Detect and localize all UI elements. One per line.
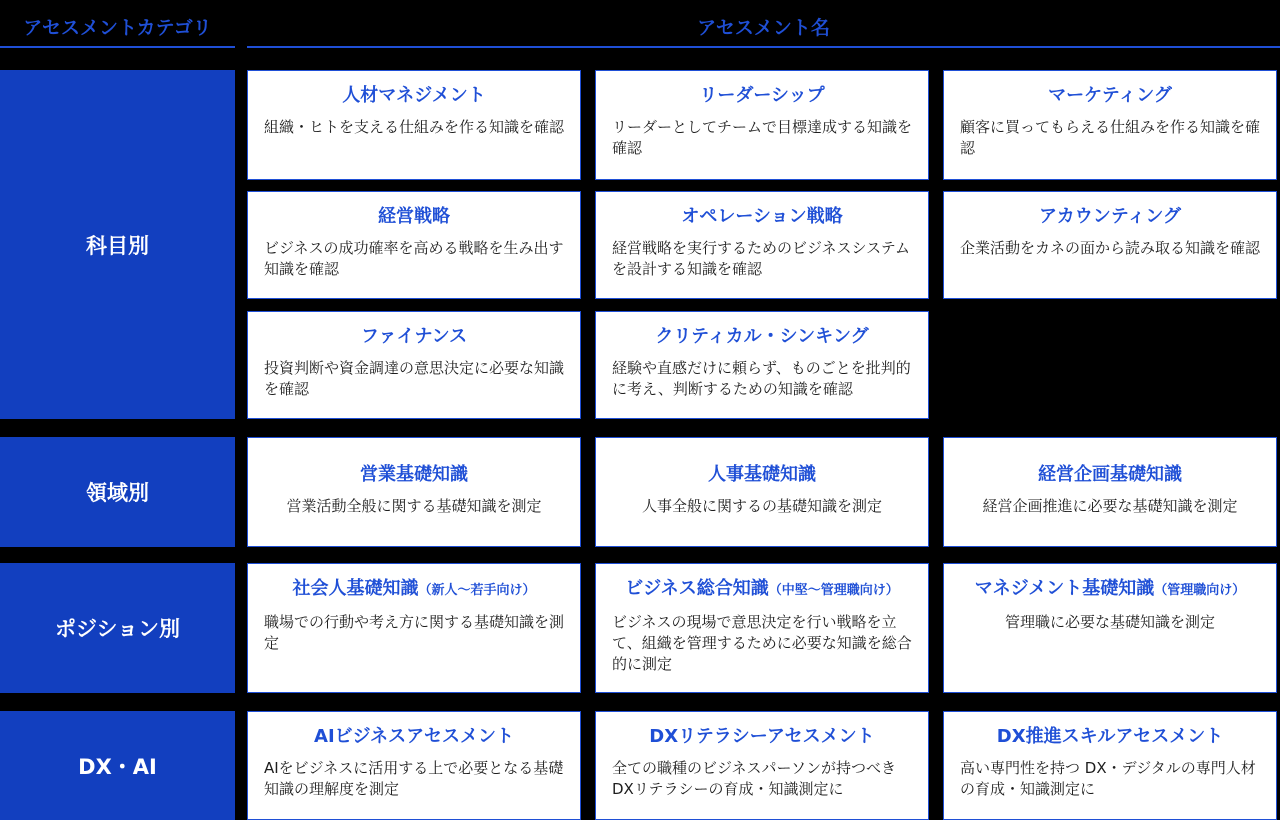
card-title: 経営戦略 xyxy=(378,206,450,227)
card-title: リーダーシップ xyxy=(699,85,825,106)
card-title xyxy=(612,576,912,604)
card-description: ビジネスの成功確率を高める戦略を生み出す知識を確認 xyxy=(264,239,564,278)
assessment-name-column-header: アセスメント名 xyxy=(247,12,1280,48)
card-title-audience: （中堅〜管理職向け） xyxy=(768,583,899,598)
assessment-card-finance[interactable] xyxy=(247,311,581,419)
card-description: 組織・ヒトを支える仕組みを作る知識を確認 xyxy=(264,118,565,136)
card-title: DXリテラシーアセスメント xyxy=(649,726,875,747)
category-dx-ai: DX・AI xyxy=(0,711,235,820)
category-by-subject: 科目別 xyxy=(0,70,235,419)
category-by-position: ポジション別 xyxy=(0,563,235,693)
assessment-card-accounting[interactable] xyxy=(943,191,1277,299)
card-title: 人材マネジメント xyxy=(342,85,486,106)
assessment-card-operations-strategy[interactable] xyxy=(595,191,929,299)
card-title xyxy=(960,576,1260,604)
assessment-card-business-general[interactable] xyxy=(595,563,929,693)
assessment-card-hr-basics[interactable] xyxy=(595,437,929,547)
card-title xyxy=(264,576,564,604)
card-description: リーダーとしてチームで目標達成する知識を確認 xyxy=(612,118,913,157)
card-description: 人事全般に関するの基礎知識を測定 xyxy=(641,497,882,515)
assessment-card-business-strategy[interactable] xyxy=(247,191,581,299)
card-title: ファイナンス xyxy=(360,326,468,347)
card-description: 高い専門性を持つ DX・デジタルの専門人材の育成・知識測定に xyxy=(960,759,1256,798)
assessment-card-corporate-planning-basics[interactable] xyxy=(943,437,1277,547)
card-title: 人事基礎知識 xyxy=(708,464,816,485)
assessment-card-marketing[interactable] xyxy=(943,70,1277,180)
card-title: 営業基礎知識 xyxy=(360,464,468,485)
assessment-card-management-basics[interactable] xyxy=(943,563,1277,693)
assessment-card-leadership[interactable] xyxy=(595,70,929,180)
assessment-card-working-adult-basics[interactable] xyxy=(247,563,581,693)
card-description: 営業活動全般に関する基礎知識を測定 xyxy=(286,497,542,515)
assessment-card-ai-business[interactable] xyxy=(247,711,581,820)
assessment-card-hr-management[interactable] xyxy=(247,70,581,180)
card-title: クリティカル・シンキング xyxy=(655,326,869,347)
card-description: 投資判断や資金調達の意思決定に必要な知識を確認 xyxy=(264,359,565,398)
card-title: DX推進スキルアセスメント xyxy=(996,726,1224,747)
card-description: 管理職に必要な基礎知識を測定 xyxy=(1004,613,1215,631)
card-title: 経営企画基礎知識 xyxy=(1038,464,1182,485)
assessment-card-dx-literacy[interactable] xyxy=(595,711,929,820)
card-description: 顧客に買ってもらえる仕組みを作る知識を確認 xyxy=(960,118,1261,157)
card-title-audience: （管理職向け） xyxy=(1154,583,1246,598)
card-title-main: ビジネス総合知識 xyxy=(625,578,769,599)
card-title-audience: （新人〜若手向け） xyxy=(418,583,536,598)
assessment-card-critical-thinking[interactable] xyxy=(595,311,929,419)
assessment-card-dx-promotion-skills[interactable] xyxy=(943,711,1277,820)
card-title-main: マネジメント基礎知識 xyxy=(974,578,1155,599)
card-description: 経験や直感だけに頼らず、ものごとを批判的に考え、判断するための知識を確認 xyxy=(612,359,911,398)
card-title: AIビジネスアセスメント xyxy=(314,726,514,747)
card-description: 経営企画推進に必要な基礎知識を測定 xyxy=(982,497,1238,515)
card-title-main: 社会人基礎知識 xyxy=(292,578,419,599)
card-description: AIをビジネスに活用する上で必要となる基礎知識の理解度を測定 xyxy=(264,759,564,798)
card-description: 経営戦略を実行するためのビジネスシステムを設計する知識を確認 xyxy=(612,239,911,278)
card-description: 企業活動をカネの面から読み取る知識を確認 xyxy=(960,239,1261,257)
category-column-header: アセスメントカテゴリ xyxy=(0,12,235,48)
card-title: アカウンティング xyxy=(1038,206,1182,227)
card-title: オペレーション戦略 xyxy=(681,206,843,227)
assessment-card-sales-basics[interactable] xyxy=(247,437,581,547)
card-description: 全ての職種のビジネスパーソンが持つべき DXリテラシーの育成・知識測定に xyxy=(612,759,896,798)
card-description: ビジネスの現場で意思決定を行い戦略を立て、組織を管理するために必要な知識を総合的に測定 xyxy=(612,613,912,673)
card-title: マーケティング xyxy=(1048,85,1172,106)
card-description: 職場での行動や考え方に関する基礎知識を測定 xyxy=(264,613,565,652)
category-by-domain: 領域別 xyxy=(0,437,235,547)
